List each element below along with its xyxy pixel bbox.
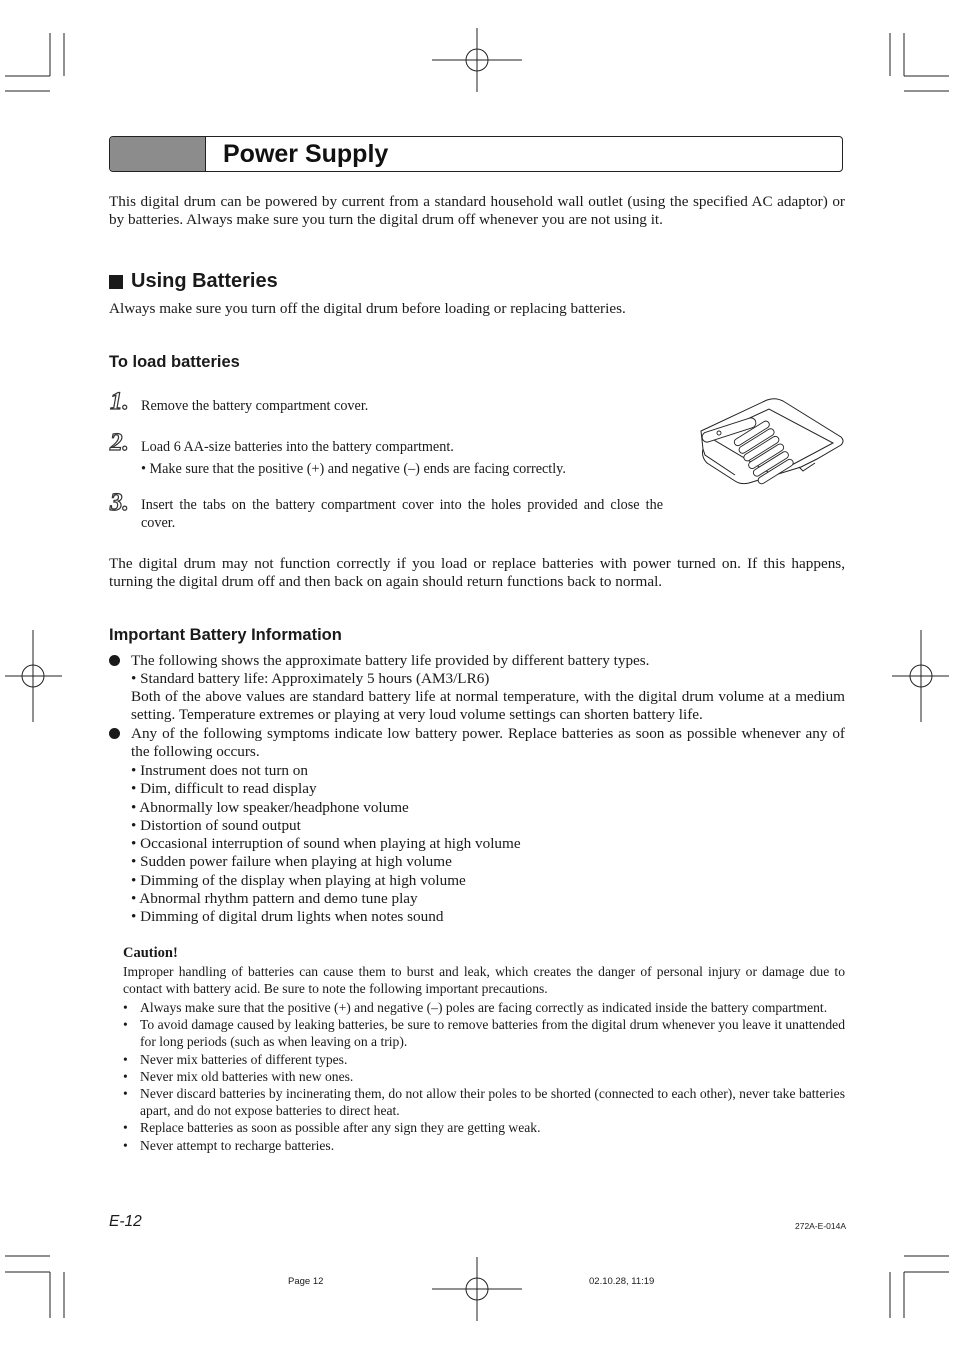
list-item: • To avoid damage caused by leaking batteries, be sure to remove batteries from the digital drum whenever you leave it unattended for long periods (such as when leaving on a trip).	[123, 1017, 845, 1050]
step-text: Load 6 AA-size batteries into the battery compartment.	[141, 439, 454, 455]
list-item: • Never discard batteries by incinerating them, do not allow their poles to be shorted (connected to each other), never take batteries apart, and do not expose batteries to direct heat.	[123, 1086, 845, 1119]
using-batteries-text: Always make sure you turn off the digital drum before loading or replacing batteries.	[109, 300, 626, 317]
step-subtext: • Make sure that the positive (+) and negative (–) ends are facing correctly.	[141, 461, 566, 477]
caution-intro: Improper handling of batteries can cause them to burst and leak, which creates the danger of personal injury or damage due to contact with battery acid. Be sure to note the following important precautions.	[123, 964, 845, 997]
page-title: Power Supply	[223, 140, 389, 168]
list-item: • Dimming of digital drum lights when notes sound	[131, 908, 444, 926]
step-text: Remove the battery compartment cover.	[141, 398, 369, 414]
page-number: E-12	[109, 1213, 142, 1230]
step-number: 1.	[110, 388, 129, 415]
step-text: Insert the tabs on the battery compartment cover into the holes provided and close the cover.	[141, 497, 663, 531]
bullet-extra-text: Both of the above values are standard battery life at normal temperature, with the digital drum volume at a medium setting. Temperature extremes or playing at very loud volume settings can shorten battery life.	[131, 688, 845, 724]
caution-list	[123, 999, 845, 1154]
title-bar	[109, 136, 843, 172]
list-item: • Instrument does not turn on	[131, 762, 308, 779]
list-item: • Dimming of the display when playing at high volume	[131, 871, 466, 889]
list-item: • Never attempt to recharge batteries.	[123, 1137, 335, 1153]
list-item: • Sudden power failure when playing at high volume	[131, 853, 452, 871]
title-tab	[110, 137, 206, 171]
footer-timestamp: 02.10.28, 11:19	[589, 1276, 655, 1287]
load-batteries-heading: To load batteries	[109, 353, 240, 371]
list-item: • Never mix batteries of different types.	[123, 1051, 348, 1067]
battery-compartment-illustration	[697, 397, 847, 485]
list-item: • Distortion of sound output	[131, 816, 301, 834]
list-item: • Dim, difficult to read display	[131, 780, 317, 798]
symptom-list	[131, 762, 521, 927]
list-item: • Occasional interruption of sound when playing at high volume	[131, 835, 521, 853]
footer-page-label: Page 12	[288, 1276, 324, 1287]
step-number: 3.	[110, 489, 129, 516]
intro-text: This digital drum can be powered by current from a standard household wall outlet (using the specified AC adaptor) or by batteries. Always make sure you turn the digital drum off whenever you are not using it.	[109, 193, 845, 229]
list-item: • Abnormally low speaker/headphone volume	[131, 798, 409, 816]
caution-heading: Caution!	[123, 945, 178, 961]
load-note-text: The digital drum may not function correctly if you load or replace batteries with power turned on. If this happens, turning the digital drum off and then back on again should return functions back to normal.	[109, 555, 845, 591]
square-bullet-icon	[109, 275, 123, 289]
section-heading-using-batteries	[109, 270, 278, 293]
bullet-subtext: • Standard battery life: Approximately 5 hours (AM3/LR6)	[131, 670, 490, 687]
bullet-text: Any of the following symptoms indicate low battery power. Replace batteries as soon as possible whenever any of the following occurs.	[131, 725, 845, 761]
important-battery-heading: Important Battery Information	[109, 626, 342, 644]
list-item: • Always make sure that the positive (+) and negative (–) poles are facing correctly as indicated inside the battery compartment.	[123, 1000, 828, 1015]
list-item: • Never mix old batteries with new ones.	[123, 1068, 354, 1084]
list-item: • Replace batteries as soon as possible after any sign they are getting weak.	[123, 1120, 541, 1136]
bullet-text: The following shows the approximate battery life provided by different battery types.	[131, 652, 650, 669]
section-heading-text: Using Batteries	[131, 270, 278, 292]
circle-bullet-icon	[109, 728, 120, 739]
circle-bullet-icon	[109, 655, 120, 666]
step-number: 2.	[110, 429, 129, 456]
document-code: 272A-E-014A	[795, 1221, 847, 1231]
list-item: • Abnormal rhythm pattern and demo tune play	[131, 890, 418, 908]
